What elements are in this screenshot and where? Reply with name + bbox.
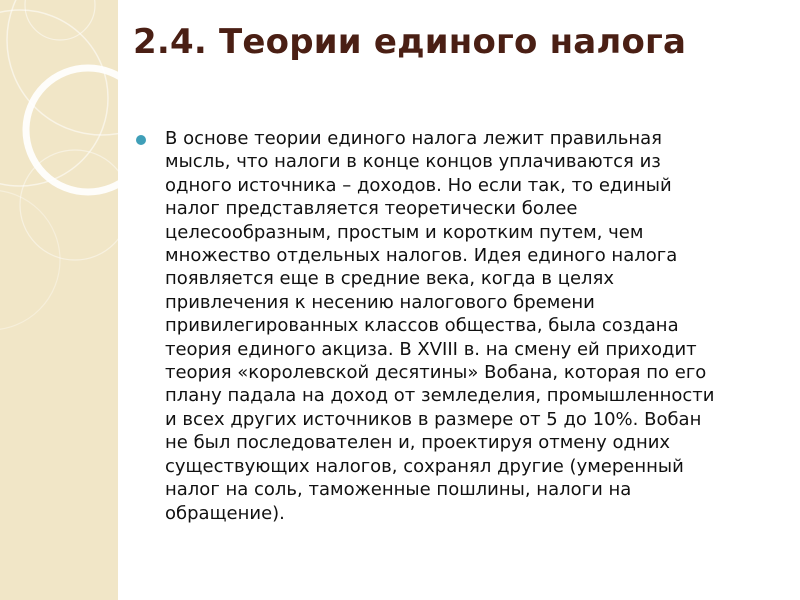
text-line: целесообразным, простым и коротким путем, чем [165,221,644,243]
text-line: не был последователен и, проектируя отмену одних [165,432,671,454]
text-line: плану падала на доход от земледелия, промышленности [165,385,715,407]
decorative-rings [0,0,118,600]
text-line: теория «королевской десятины» Вобана, которая по его [165,362,707,384]
text-line: теория единого акциза. В XVIII в. на смену ей приходит [165,338,697,360]
text-line: существующих налогов, сохранял другие (умеренный [165,455,684,477]
text-line: налог представляется теоретически более [165,198,578,220]
text-line: множество отдельных налогов. Идея единого налога [165,245,678,267]
text-line: и всех других источников в размере от 5 до 10%. Вобан [165,408,702,430]
bullet-text [165,127,778,525]
text-line: В основе теории единого налога лежит правильная [165,128,662,149]
decorative-side-band [0,0,118,600]
text-line: появляется еще в средние века, когда в целях [165,268,615,290]
text-line: налог на соль, таможенные пошлины, налоги на [165,479,632,501]
text-line: обращение). [165,502,285,524]
slide-title: 2.4. Теории единого налога [133,22,687,62]
text-line: привилегированных классов общества, была создана [165,315,679,337]
text-line: привлечения к несению налогового бремени [165,291,595,313]
bullet-item [133,127,778,525]
text-line: одного источника – доходов. Но если так, то единый [165,174,672,196]
bullet-icon [136,135,146,145]
bullet-list [133,127,778,525]
text-line: мысль, что налоги в конце концов уплачиваются из [165,151,661,173]
